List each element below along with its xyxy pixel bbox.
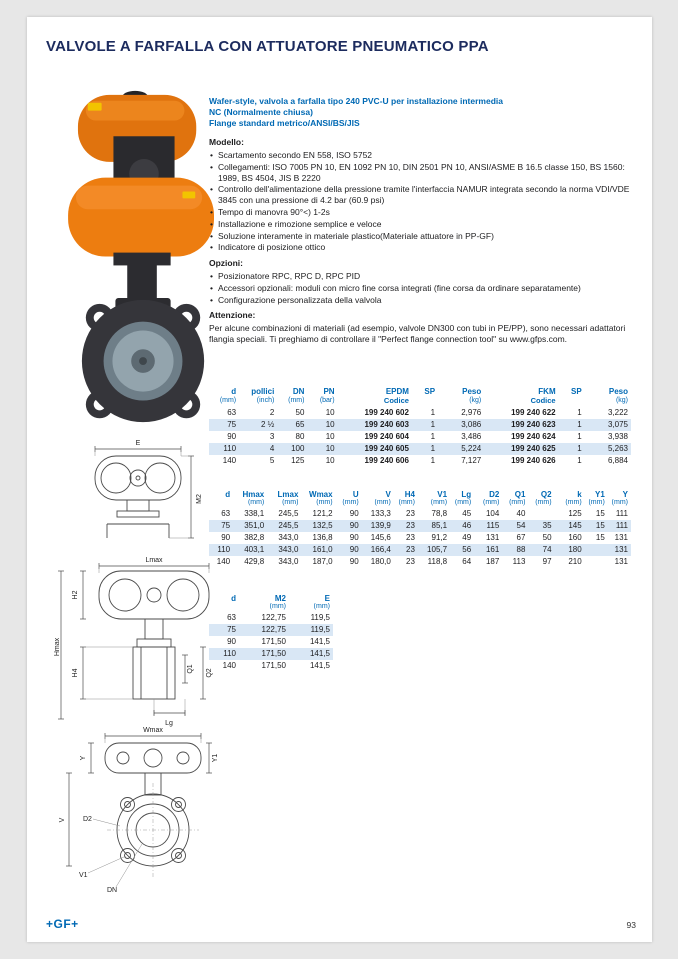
table-cell: 199 240 604 — [364, 432, 409, 441]
column-header: d — [231, 386, 237, 396]
table-cell: 1 — [577, 408, 582, 417]
column-header: Lg — [461, 489, 472, 499]
table-row — [209, 443, 631, 455]
bullet-item: • Installazione e rimozione semplice e veloce — [209, 219, 633, 230]
table-cell: 1 — [430, 408, 436, 417]
dim-label-Q1: Q1 — [187, 664, 194, 674]
column-header: Y1 — [594, 489, 605, 499]
table-row — [209, 520, 631, 532]
table-cell: 111 — [615, 521, 628, 530]
dim-label-H2: H2 — [72, 590, 79, 600]
table-cell: 74 — [542, 545, 552, 554]
table-cell: 35 — [542, 521, 552, 530]
table-cell: 141,5 — [309, 661, 330, 670]
table-cell: 1 — [577, 420, 582, 429]
bullet-item: • Controllo dell'alimentazione della pressione tramite l'interfaccia NAMUR integrata secondo la norma VDI/VDE 3845 con una pressione di 4.2 bar (60.9 psi) — [209, 184, 633, 206]
column-header: EPDM — [385, 386, 409, 396]
table-cell: 78,8 — [431, 509, 448, 518]
table-row — [209, 455, 631, 467]
dim-label-Lg: Lg — [165, 720, 173, 727]
dim-label-M2: M2 — [196, 494, 203, 504]
column-header: Q2 — [540, 489, 552, 499]
table-cell: 67 — [516, 533, 526, 542]
table-cell: 343,0 — [278, 533, 299, 542]
table-cell: 145 — [568, 521, 582, 530]
column-header: (mm) — [588, 498, 605, 506]
table-cell: 46 — [462, 521, 472, 530]
column-header: U — [352, 489, 359, 499]
bullet-item: • Accessori opzionali: moduli con micro fine corsa integrati (fine corsa da ordinare separatamente) — [209, 283, 633, 294]
dimensions-table — [209, 488, 631, 568]
table-cell: 180,0 — [370, 557, 391, 566]
table-header-row — [209, 592, 333, 603]
bullet-item: • Posizionatore RPC, RPC D, RPC PID — [209, 271, 633, 282]
table-cell: 131 — [614, 533, 628, 542]
column-header: Wmax — [309, 489, 333, 499]
table-cell: 10 — [325, 420, 335, 429]
table-cell: 115 — [486, 521, 500, 530]
table-cell: 429,8 — [244, 557, 265, 566]
table-cell: 199 240 624 — [511, 432, 556, 441]
table-cell: 140 — [222, 661, 236, 670]
table-cell — [585, 544, 608, 556]
table-row — [209, 624, 333, 636]
table-cell: 23 — [406, 545, 415, 554]
subtitle-line: NC (Normalmente chiusa) — [209, 106, 313, 117]
table-cell: 63 — [227, 408, 237, 417]
product-photo — [55, 85, 233, 435]
table-row — [209, 660, 333, 672]
table-cell: 140 — [222, 456, 237, 465]
table-cell: 199 240 623 — [511, 420, 556, 429]
table-cell: 139,9 — [370, 521, 391, 530]
drawing-actuator-view — [77, 438, 207, 548]
table-cell: 343,0 — [278, 557, 299, 566]
table-cell: 199 240 603 — [364, 420, 409, 429]
table-cell: 90 — [221, 533, 231, 542]
pneumatic-actuator — [68, 91, 214, 257]
column-header: (mm) — [316, 498, 333, 506]
column-header: (mm) — [219, 396, 237, 404]
attenzione-text: Per alcune combinazioni di materiali (ad esempio, valvole DN300 con tubi in PE/PP), sono necessari adattatori flangia speciali. Ti preghiamo di controllare il "Perfect flange connection tool" su www.gfps.com. — [209, 323, 626, 344]
table-cell: 50 — [295, 408, 305, 417]
column-header: (inch) — [256, 396, 275, 404]
table-cell: 118,8 — [427, 557, 448, 566]
table-units-row — [209, 396, 631, 407]
column-header: (kg) — [615, 396, 628, 404]
table-cell: 180 — [568, 545, 582, 554]
table-cell: 3,938 — [607, 432, 628, 441]
table-cell: 90 — [349, 557, 359, 566]
table-cell: 5,263 — [607, 444, 628, 453]
column-header: (mm) — [247, 498, 265, 506]
table-cell: 245,5 — [278, 521, 299, 530]
bullet-item: • Scartamento secondo EN 558, ISO 5752 — [209, 150, 633, 161]
column-header: D2 — [489, 489, 500, 499]
order-table — [209, 385, 631, 467]
column-header: M2 — [274, 593, 286, 603]
column-header: (mm) — [509, 498, 526, 506]
table-cell: 110 — [223, 444, 237, 453]
opzioni-bullet-list — [209, 271, 633, 305]
description-column — [209, 96, 633, 345]
column-header: (mm) — [565, 498, 582, 506]
table-cell: 382,8 — [244, 533, 265, 542]
drawing-side-view — [53, 555, 219, 727]
gf-logo: +GF+ — [46, 917, 79, 931]
table-cell: 122,75 — [261, 625, 286, 634]
table-cell: 161 — [485, 545, 500, 554]
table-cell: 140 — [216, 557, 231, 566]
column-header: d — [225, 489, 231, 499]
column-header: Peso — [462, 386, 482, 396]
table-cell: 90 — [349, 509, 359, 518]
page-number: 93 — [626, 920, 636, 930]
table-cell: 403,1 — [244, 545, 265, 554]
table-cell: 110 — [223, 649, 236, 658]
table-cell: 65 — [295, 420, 305, 429]
table-cell: 1 — [577, 444, 582, 453]
table-row — [209, 407, 631, 419]
modello-heading: Modello: — [209, 137, 244, 148]
table-cell: 63 — [227, 613, 236, 622]
table-cell: 133,3 — [370, 509, 391, 518]
bullet-item: • Tempo di manovra 90°<) 1-2s — [209, 207, 633, 218]
table-cell: 104 — [485, 509, 500, 518]
dim-label-D2: D2 — [83, 816, 92, 823]
dim-label-Y1: Y1 — [212, 753, 219, 763]
table-cell: 113 — [512, 557, 526, 566]
table-cell: 119,5 — [310, 613, 330, 622]
column-header: (mm) — [313, 602, 330, 610]
column-header: (mm) — [454, 498, 472, 506]
column-header: (mm) — [535, 498, 552, 506]
dim-label-DN: DN — [107, 887, 118, 894]
drawing-front-view — [53, 725, 219, 897]
table-cell: 23 — [406, 533, 415, 542]
table-cell: 1 — [430, 432, 436, 441]
table-cell: 1 — [430, 420, 436, 429]
table-cell: 50 — [542, 533, 552, 542]
table-cell — [528, 508, 554, 520]
table-cell: 88 — [516, 545, 526, 554]
bullet-item: • Collegamenti: ISO 7005 PN 10, EN 1092 PN 10, DIN 2501 PN 10, ANSI/ASME B 16.5 classe 150, BS 1560: 1989, BS 4504, JIS B 2220 — [209, 162, 633, 184]
table-cell: 166,4 — [370, 545, 391, 554]
table-row — [209, 648, 333, 660]
table-cell: 5,224 — [461, 444, 482, 453]
table-cell: 131 — [485, 533, 500, 542]
table-cell: 3,075 — [607, 420, 628, 429]
column-header: Q1 — [514, 489, 526, 499]
table-units-row — [209, 499, 631, 508]
column-header — [209, 499, 233, 508]
table-cell: 187 — [485, 557, 500, 566]
table-cell: 3 — [269, 432, 275, 441]
table-cell: 10 — [325, 432, 335, 441]
column-header: SP — [571, 386, 582, 396]
table-cell: 199 240 606 — [364, 456, 409, 465]
table-cell: 2,976 — [461, 408, 482, 417]
table-cell: 119,5 — [310, 625, 330, 634]
table-cell: 105,7 — [427, 545, 448, 554]
column-header: (mm) — [288, 396, 305, 404]
valve-body — [82, 253, 204, 423]
column-header: k — [577, 489, 582, 499]
column-header: (mm) — [282, 498, 299, 506]
table-cell: 141,5 — [309, 637, 330, 646]
column-header: Peso — [608, 386, 628, 396]
table-cell: 15 — [595, 509, 605, 518]
table-cell: 111 — [615, 509, 628, 518]
column-header: Codice — [530, 395, 556, 405]
table-cell: 7,127 — [461, 456, 482, 465]
table-cell: 1 — [577, 432, 582, 441]
table-cell: 23 — [406, 557, 415, 566]
column-header: d — [231, 593, 236, 603]
table-cell: 199 240 626 — [511, 456, 556, 465]
table-cell: 100 — [291, 444, 305, 453]
table-cell: 10 — [325, 456, 335, 465]
table-cell: 161,0 — [312, 545, 333, 554]
table-cell: 15 — [595, 521, 605, 530]
table-cell: 131 — [614, 557, 628, 566]
table-cell: 5 — [269, 456, 275, 465]
column-header: (mm) — [342, 498, 359, 506]
table-row — [209, 431, 631, 443]
table-cell: 15 — [595, 533, 605, 542]
column-header: (mm) — [269, 602, 286, 610]
column-header: DN — [292, 386, 305, 396]
table-cell: 63 — [221, 509, 231, 518]
table-cell: 125 — [291, 456, 305, 465]
column-header — [559, 396, 585, 407]
table-cell: 49 — [462, 533, 472, 542]
column-header: (mm) — [374, 498, 391, 506]
table-cell — [585, 556, 608, 568]
table-cell: 171,50 — [261, 649, 286, 658]
table-cell: 199 240 622 — [511, 408, 556, 417]
table-cell: 23 — [406, 521, 415, 530]
table-cell: 40 — [516, 509, 526, 518]
table-row — [209, 556, 631, 568]
column-header: SP — [424, 386, 436, 396]
table-cell: 122,75 — [261, 613, 286, 622]
table-cell: 3,222 — [607, 408, 628, 417]
dim-label-H4: H4 — [72, 668, 79, 678]
column-header — [412, 396, 438, 407]
column-header: (mm) — [611, 498, 628, 506]
modello-bullet-list — [209, 150, 633, 253]
table-cell: 1 — [430, 456, 436, 465]
opzioni-heading: Opzioni: — [209, 258, 243, 269]
table-cell: 90 — [349, 533, 359, 542]
table-cell: 160 — [568, 533, 582, 542]
dim-label-Lmax: Lmax — [145, 557, 163, 564]
actuator-dimensions-table — [209, 592, 333, 672]
table-cell: 2 — [269, 408, 275, 417]
table-row — [209, 419, 631, 431]
column-header: Lmax — [277, 489, 299, 499]
bullet-item: • Soluzione interamente in materiale plastico(Materiale attuatore in PP-GF) — [209, 231, 633, 242]
table-cell: 97 — [542, 557, 552, 566]
column-header: (mm) — [398, 498, 415, 506]
table-cell: 3,086 — [461, 420, 482, 429]
table-cell: 10 — [325, 408, 335, 417]
table-header-row — [209, 385, 631, 396]
table-cell: 110 — [217, 545, 231, 554]
table-cell: 141,5 — [309, 649, 330, 658]
dim-label-Hmax: Hmax — [54, 637, 61, 657]
table-cell: 75 — [227, 625, 236, 634]
column-header: pollici — [251, 386, 275, 396]
column-header: (kg) — [469, 396, 482, 404]
table-header-row — [209, 488, 631, 499]
table-cell: 210 — [568, 557, 582, 566]
column-header: V1 — [437, 489, 448, 499]
table-cell: 80 — [295, 432, 305, 441]
table-cell: 56 — [462, 545, 472, 554]
column-header: (mm) — [430, 498, 448, 506]
table-cell: 85,1 — [431, 521, 448, 530]
bullet-item: • Indicatore di posizione ottico — [209, 242, 633, 253]
column-header: Codice — [383, 395, 409, 405]
table-cell: 3,486 — [461, 432, 482, 441]
dim-label-E: E — [135, 440, 141, 447]
table-row — [209, 636, 333, 648]
dim-label-V1: V1 — [79, 872, 88, 879]
table-cell: 121,2 — [312, 509, 333, 518]
table-cell: 1 — [577, 456, 582, 465]
table-cell: 136,8 — [312, 533, 333, 542]
table-cell: 23 — [406, 509, 415, 518]
table-cell: 171,50 — [261, 661, 286, 670]
table-cell: 132,5 — [312, 521, 333, 530]
table-cell: 1 — [430, 444, 436, 453]
table-cell: 343,0 — [278, 545, 299, 554]
column-header: PN — [323, 386, 335, 396]
table-cell: 45 — [462, 509, 472, 518]
table-cell: 64 — [462, 557, 472, 566]
table-cell: 6,884 — [607, 456, 628, 465]
table-cell: 199 240 605 — [364, 444, 409, 453]
table-cell: 4 — [269, 444, 275, 453]
table-cell: 90 — [227, 637, 236, 646]
table-row — [209, 508, 631, 520]
table-cell: 90 — [227, 432, 237, 441]
column-header: (bar) — [319, 396, 335, 404]
table-cell: 125 — [568, 509, 582, 518]
table-cell: 131 — [614, 545, 628, 554]
table-cell: 91,2 — [431, 533, 448, 542]
table-cell: 187,0 — [312, 557, 333, 566]
table-row — [209, 532, 631, 544]
table-units-row — [209, 603, 333, 612]
column-header: (mm) — [482, 498, 500, 506]
column-header: FKM — [538, 386, 556, 396]
dim-label-Y: Y — [80, 755, 87, 761]
table-cell: 199 240 625 — [511, 444, 556, 453]
column-header: H4 — [404, 489, 415, 499]
table-cell: 245,5 — [278, 509, 299, 518]
column-header: V — [385, 489, 391, 499]
subtitle-line: Wafer-style, valvola a farfalla tipo 240 PVC-U per installazione intermedia — [209, 96, 503, 106]
table-cell: 171,50 — [261, 637, 286, 646]
dim-label-Wmax: Wmax — [143, 727, 163, 734]
dim-label-Q2: Q2 — [206, 668, 213, 678]
table-cell: 338,1 — [244, 509, 265, 518]
page-title: VALVOLE A FARFALLA CON ATTUATORE PNEUMATICO PPA — [46, 38, 489, 55]
table-cell: 145,6 — [370, 533, 391, 542]
column-header: Hmax — [242, 489, 265, 499]
bullet-item: • Configurazione personalizzata della valvola — [209, 295, 633, 306]
table-cell: 10 — [325, 444, 335, 453]
table-cell: 54 — [516, 521, 526, 530]
attenzione-heading: Attenzione: — [209, 310, 256, 321]
table-cell: 90 — [349, 521, 359, 530]
column-header: E — [324, 593, 330, 603]
table-row — [209, 612, 333, 624]
table-cell: 2 ½ — [260, 420, 275, 429]
table-row — [209, 544, 631, 556]
table-cell: 90 — [349, 545, 359, 554]
table-cell: 75 — [221, 521, 231, 530]
table-cell: 199 240 602 — [364, 408, 409, 417]
subtitle-line: Flange standard metrico/ANSI/BS/JIS — [209, 117, 360, 128]
product-subtitle — [209, 96, 633, 128]
table-cell: 75 — [227, 420, 237, 429]
table-cell: 351,0 — [244, 521, 265, 530]
column-header: Y — [622, 489, 628, 499]
datasheet-page — [27, 17, 652, 942]
dim-label-V: V — [59, 817, 66, 823]
